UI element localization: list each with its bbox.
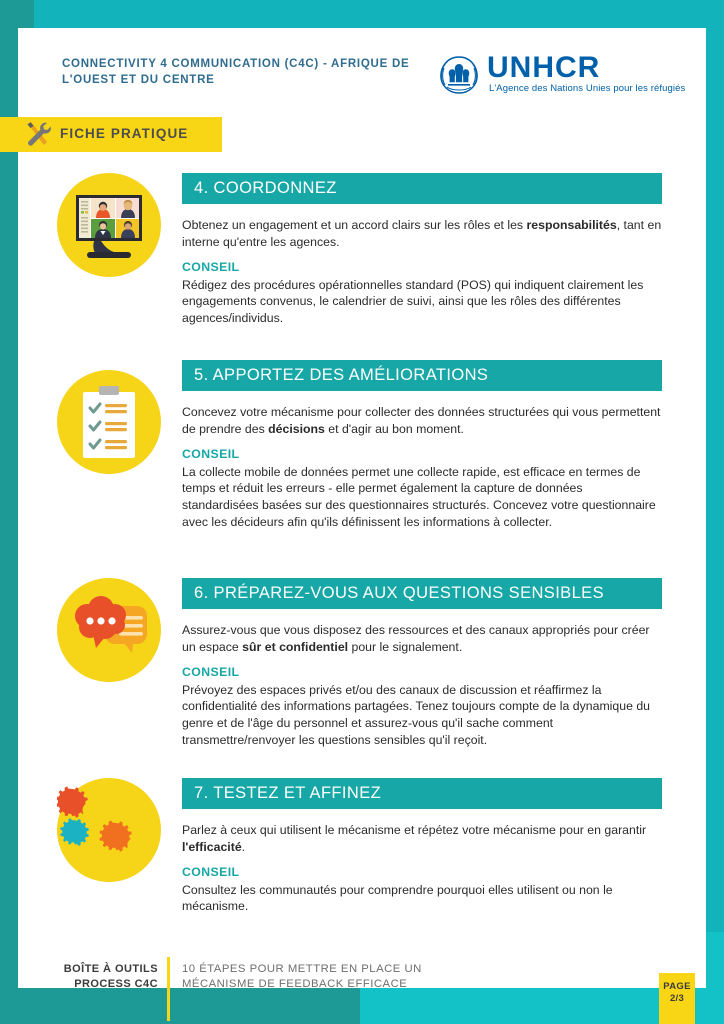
gears-icon — [57, 778, 161, 882]
page-title: CONNECTIVITY 4 COMMUNICATION (C4C) - AFRIQUE DE L'OUEST ET DU CENTRE — [62, 58, 410, 86]
section-heading: 6. PRÉPAREZ-VOUS AUX QUESTIONS SENSIBLES — [182, 578, 662, 609]
clipboard-glyph — [57, 370, 161, 474]
section-tip: Consultez les communautés pour comprendre pourquoi elles utilisent ou non le mécanisme. — [182, 882, 613, 914]
conseil-label: CONSEIL — [182, 447, 240, 462]
clipboard-checklist-icon — [57, 370, 161, 474]
tools-icon — [22, 121, 52, 149]
section-body — [182, 615, 662, 748]
section-lead: Concevez votre mécanisme pour collecter des données structurées qui vous permettent de prendre des décisions et d'agir au bon moment. — [182, 405, 661, 436]
video-conference-icon — [57, 173, 161, 277]
footer-toolkit — [42, 962, 158, 992]
section-body — [182, 210, 662, 327]
footer-toolkit-line1: BOÎTE À OUTILS — [63, 963, 158, 975]
gears-glyph — [57, 778, 161, 882]
section-heading: 5. APPORTEZ DES AMÉLIORATIONS — [182, 360, 662, 391]
section-lead: Parlez à ceux qui utilisent le mécanisme et répétez votre mécanisme pour en garantir l'efficacité. — [182, 823, 647, 854]
section-body — [182, 815, 662, 915]
page-number-badge — [659, 973, 695, 1024]
footer-subject — [182, 962, 562, 992]
section-heading: 4. COORDONNEZ — [182, 173, 662, 204]
logo-tagline: L'Agence des Nations Unies pour les réfugiés — [489, 83, 686, 94]
section-tip: La collecte mobile de données permet une collecte rapide, est efficace en termes de temps et réduit les erreurs - elle permet également la capture de données standardisées basées sur des questionnaires structurés. Concevez votre questionnaire avec les décideurs afin qu'ils définissent les informations à collecter. — [182, 464, 656, 529]
conseil-label: CONSEIL — [182, 665, 240, 680]
footer-divider — [167, 957, 170, 1021]
conseil-label: CONSEIL — [182, 260, 240, 275]
section-tip: Prévoyez des espaces privés et/ou des canaux de discussion et réaffirmez la confidentialité des informations partagées. Tenez toujours compte de la dynamique du genre et de l'âge du personnel et assurez-vous qu'il sache comment transmettre/renvoyer les questions sensibles qu'il reçoit. — [182, 682, 651, 747]
footer-toolkit-line2: PROCESS C4C — [74, 978, 158, 990]
section-tip: Rédigez des procédures opérationnelles standard (POS) qui indiquent clairement les engagements convenus, le calendrier de suivi, ainsi que les rôles des différentes agences/individus. — [182, 277, 644, 325]
section-lead: Obtenez un engagement et un accord clairs sur les rôles et les responsabilités, tant en interne qu'entre les agences. — [182, 218, 662, 249]
conseil-label: CONSEIL — [182, 865, 240, 880]
unhcr-logo — [437, 52, 685, 100]
footer-subject-line2: MÉCANISME DE FEEDBACK EFFICACE — [182, 978, 408, 990]
speech-bubbles-icon — [57, 578, 161, 682]
fiche-pratique-banner — [0, 117, 222, 152]
video-conference-glyph — [57, 173, 161, 277]
page-number: 2/3 — [669, 993, 685, 1004]
speech-bubbles-glyph — [57, 578, 161, 682]
unhcr-emblem-icon — [437, 54, 481, 96]
logo-wordmark: UNHCR — [487, 51, 601, 84]
page-label: PAGE — [663, 981, 691, 992]
section-heading: 7. TESTEZ ET AFFINEZ — [182, 778, 662, 809]
fiche-pratique-label: FICHE PRATIQUE — [60, 126, 189, 141]
footer-subject-line1: 10 ÉTAPES POUR METTRE EN PLACE UN — [182, 963, 422, 975]
section-lead: Assurez-vous que vous disposez des ressources et des canaux appropriés pour créer un espace sûr et confidentiel pour le signalement. — [182, 623, 650, 654]
section-body — [182, 397, 662, 530]
